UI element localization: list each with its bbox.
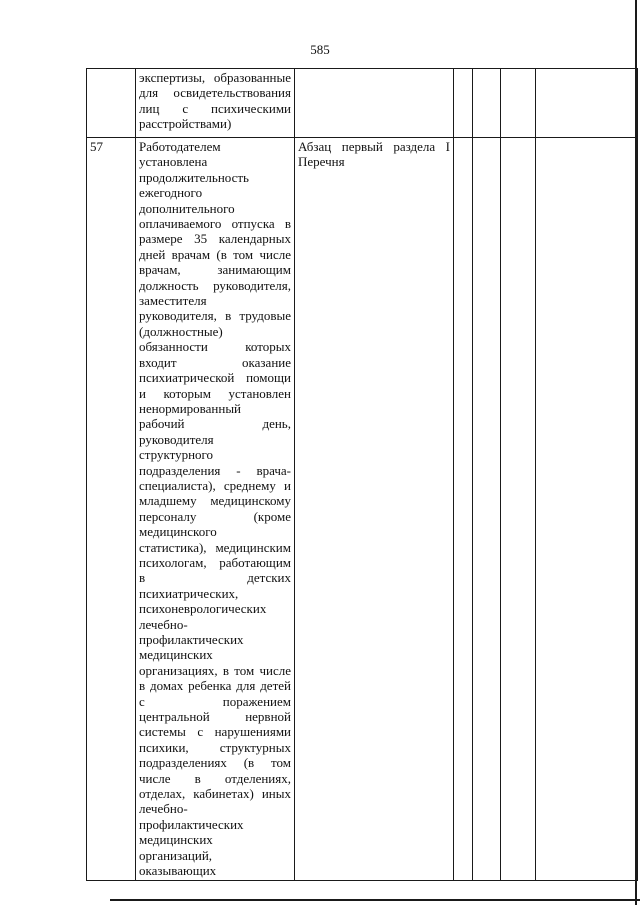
table-row — [87, 69, 638, 138]
text-line: Абзац первый раздела I — [298, 139, 450, 154]
empty-cell — [454, 69, 473, 138]
text-line: персоналу (кроме — [139, 508, 291, 524]
text-line: психологам, работающим — [139, 554, 291, 570]
empty-cell — [473, 138, 501, 881]
text-line: обязанности которых — [139, 339, 291, 355]
text-line: специалиста), среднему и — [139, 477, 291, 493]
text-line: и которым установлен — [139, 385, 291, 401]
text-line: отделах, кабинетах) иных — [139, 786, 291, 802]
text-line: Перечня — [298, 154, 345, 170]
text-line: экспертизы, образованные — [139, 70, 291, 85]
text-line: лечебно- — [139, 616, 188, 632]
reference-cell — [295, 138, 454, 881]
text-line: (должностные) — [139, 323, 223, 339]
empty-cell — [536, 69, 638, 138]
text-line: дней врачам (в том числе — [139, 246, 291, 262]
text-line: для освидетельствования — [139, 85, 291, 101]
text-line: системы с нарушениями — [139, 724, 291, 740]
text-line: должность руководителя, — [139, 277, 291, 293]
text-line: руководителя — [139, 431, 214, 447]
page-number: 585 — [310, 42, 330, 57]
text-line: лечебно- — [139, 801, 188, 817]
text-line: младшему медицинскому — [139, 493, 291, 509]
text-line: врачам, занимающим — [139, 262, 291, 278]
table-row — [87, 138, 638, 881]
text-line: руководителя, в трудовые — [139, 308, 291, 324]
description-cell — [136, 69, 295, 138]
empty-cell — [473, 69, 501, 138]
empty-cell — [501, 69, 536, 138]
text-line: числе в отделениях, — [139, 770, 291, 786]
text-line: с поражением — [139, 693, 291, 709]
empty-cell — [536, 138, 638, 881]
row-number-cell: 57 — [87, 138, 136, 881]
text-line: профилактических — [139, 632, 244, 647]
text-line: в домах ребенка для детей — [139, 678, 291, 694]
text-line: центральной нервной — [139, 709, 291, 725]
page-edge-bottom — [110, 899, 640, 901]
text-line: дополнительного — [139, 200, 235, 216]
text-line: продолжительность — [139, 169, 249, 185]
text-line: психики, структурных — [139, 739, 291, 755]
row-number-cell — [87, 69, 136, 138]
text-line: структурного — [139, 447, 214, 463]
description-cell — [136, 138, 295, 881]
text-line: ежегодного — [139, 185, 203, 201]
text-line: подразделениях (в том — [139, 755, 291, 771]
text-line: размере 35 календарных — [139, 231, 291, 247]
text-line: входит оказание — [139, 354, 291, 370]
text-line: психиатрической помощи — [139, 370, 291, 386]
text-line: Работодателем — [139, 139, 221, 154]
empty-cell — [454, 138, 473, 881]
text-line: профилактических — [139, 816, 244, 832]
text-line: заместителя — [139, 293, 207, 309]
text-line: психоневрологических — [139, 601, 267, 617]
text-line: ненормированный — [139, 400, 242, 416]
text-line: подразделения - врача- — [139, 462, 291, 478]
text-line: психиатрических, — [139, 585, 239, 601]
text-line: медицинских — [139, 832, 213, 848]
document-table — [86, 68, 638, 881]
text-line: медицинского — [139, 524, 217, 540]
text-line: лиц с психическими — [139, 100, 291, 116]
text-line: оплачиваемого отпуска в — [139, 216, 291, 232]
text-line: статистика), медицинским — [139, 539, 291, 555]
text-line: рабочий день, — [139, 416, 291, 432]
text-line: организаций, — [139, 847, 213, 863]
text-line: установлена — [139, 154, 208, 170]
text-line: медицинских — [139, 647, 213, 663]
text-line: расстройствами) — [139, 116, 232, 132]
reference-cell — [295, 69, 454, 138]
text-line: оказывающих — [139, 863, 217, 879]
text-line: в детских — [139, 570, 291, 586]
text-line: организациях, в том числе — [139, 662, 291, 678]
empty-cell — [501, 138, 536, 881]
